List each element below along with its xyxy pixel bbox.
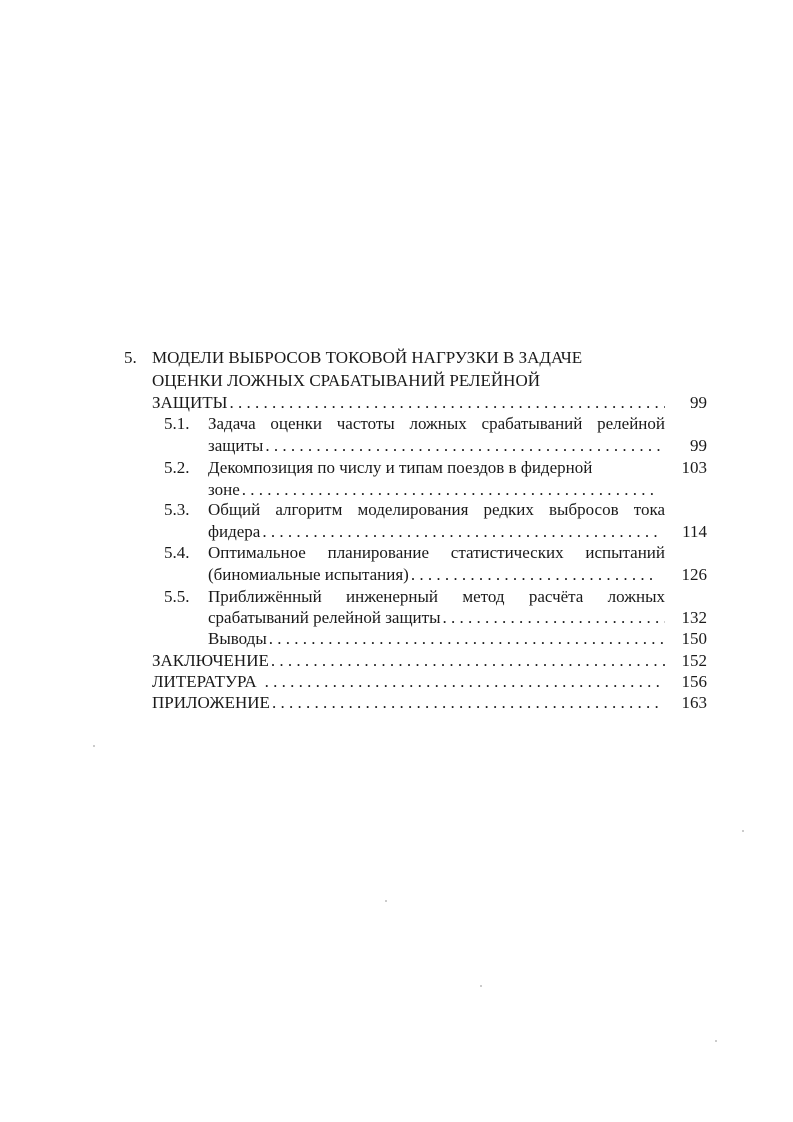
scan-speck <box>715 1040 717 1042</box>
section-number: 5.2. <box>164 458 190 477</box>
chapter-title-line1: МОДЕЛИ ВЫБРОСОВ ТОКОВОЙ НАГРУЗКИ В ЗАДАЧЕ <box>152 348 583 367</box>
leader-dots <box>409 564 658 586</box>
section-page: 99 <box>690 436 707 455</box>
scan-speck <box>93 745 95 747</box>
chapter-title-text: ЗАЩИТЫ <box>152 393 228 412</box>
leader-dots <box>240 479 658 501</box>
leader-dots <box>441 607 665 629</box>
section-title-text: зоне <box>208 480 240 499</box>
section-title-line2 <box>208 607 665 629</box>
back-matter-label: ПРИЛОЖЕНИЕ <box>152 693 270 712</box>
chapter-title-line3 <box>152 392 665 414</box>
section-title-line2 <box>208 479 658 501</box>
section-title-line1: Оптимальное планирование статистических испытаний <box>208 543 665 562</box>
conclusions-label: Выводы <box>208 629 267 648</box>
leader-dots <box>227 392 665 414</box>
section-number: 5.3. <box>164 500 190 519</box>
back-matter-entry <box>152 671 660 693</box>
section-title-line2 <box>208 564 658 586</box>
section-page: 103 <box>681 458 707 477</box>
section-title-line1: Задача оценки частоты ложных срабатываний релейной <box>208 414 665 433</box>
chapter-title-line2: ОЦЕНКИ ЛОЖНЫХ СРАБАТЫВАНИЙ РЕЛЕЙНОЙ <box>152 371 541 390</box>
section-title-text: защиты <box>208 436 264 455</box>
conclusions-page: 150 <box>681 629 707 648</box>
leader-dots <box>270 692 660 714</box>
leader-dots <box>267 628 665 650</box>
section-title-line2 <box>208 435 665 457</box>
section-number: 5.5. <box>164 587 190 606</box>
section-title-line1: Общий алгоритм моделирования редких выбросов тока <box>208 500 665 519</box>
section-number: 5.1. <box>164 414 190 433</box>
leader-dots <box>260 521 658 543</box>
leader-dots <box>269 650 665 672</box>
section-title-line1: Декомпозиция по числу и типам поездов в фидерной <box>208 458 593 477</box>
section-page: 126 <box>681 565 707 584</box>
back-matter-page: 163 <box>681 693 707 712</box>
chapter-number: 5. <box>124 348 137 367</box>
section-title-text: (биномиальные испытания) <box>208 565 409 584</box>
conclusions-entry <box>208 628 665 650</box>
chapter-page: 99 <box>690 393 707 412</box>
section-title-line2 <box>208 521 658 543</box>
section-page: 132 <box>681 608 707 627</box>
leader-dots <box>263 435 665 457</box>
leader-dots <box>257 671 660 693</box>
section-number: 5.4. <box>164 543 190 562</box>
section-page: 114 <box>682 522 707 541</box>
section-title-text: фидера <box>208 522 261 541</box>
back-matter-label: ЗАКЛЮЧЕНИЕ <box>152 651 269 670</box>
back-matter-page: 152 <box>681 651 707 670</box>
back-matter-label: ЛИТЕРАТУРА <box>152 672 257 691</box>
scan-speck <box>742 830 744 832</box>
back-matter-entry <box>152 650 665 672</box>
scan-speck <box>480 985 482 987</box>
scan-speck <box>385 900 387 902</box>
back-matter-page: 156 <box>681 672 707 691</box>
back-matter-entry <box>152 692 660 714</box>
section-title-text: срабатываний релейной защиты <box>208 608 441 627</box>
section-title-line1: Приближённый инженерный метод расчёта ложных <box>208 587 665 606</box>
